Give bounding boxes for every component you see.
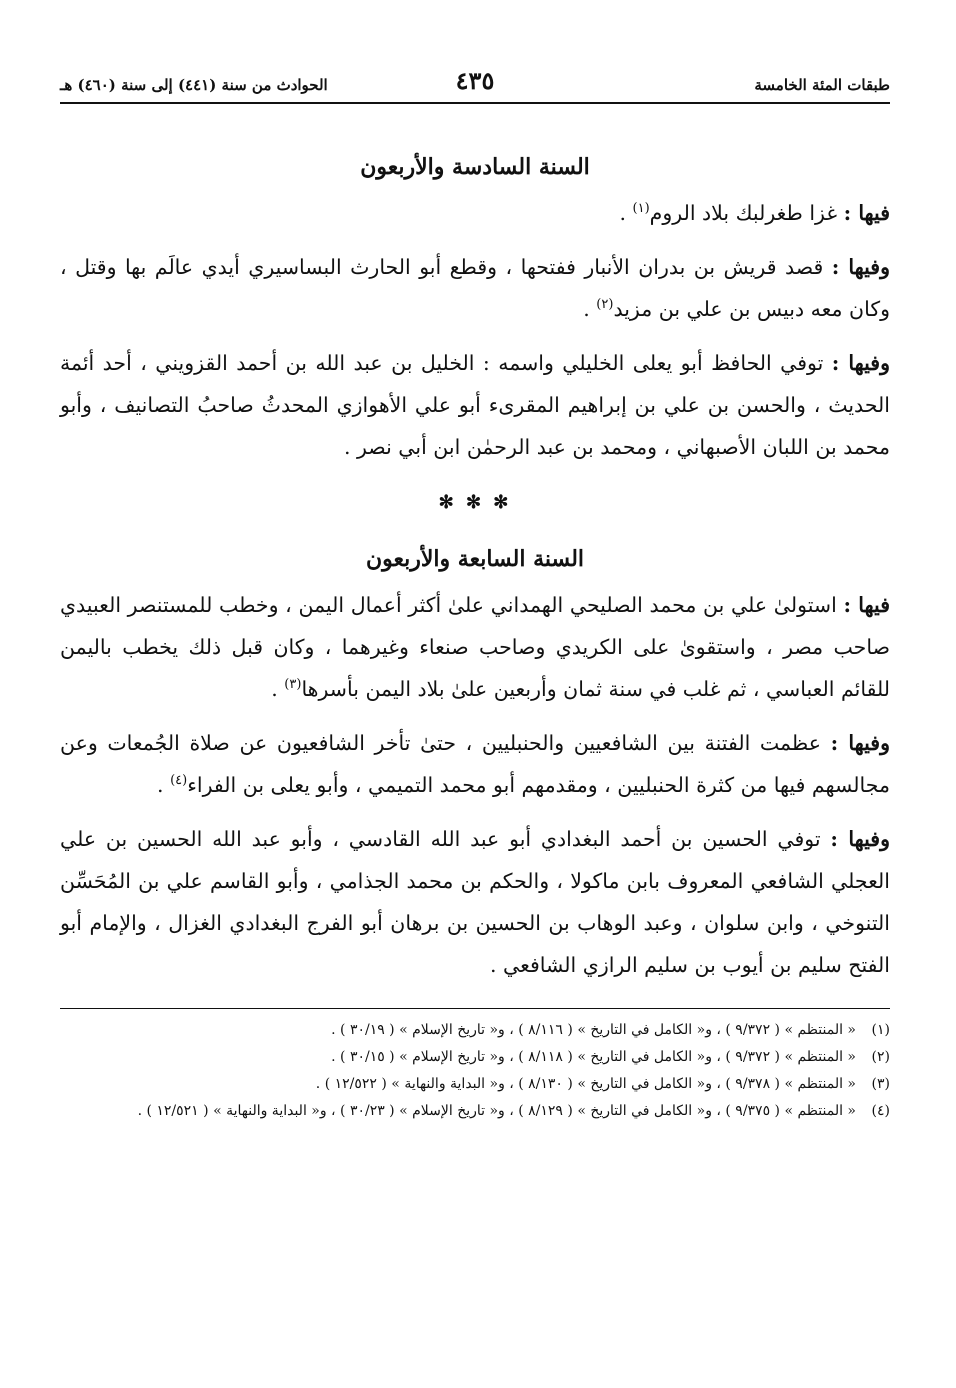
paragraph-text: توفي الحسين بن أحمد البغدادي أبو عبد الله القادسي ، وأبو عبد الله الحسين بن علي العجلي الشافعي المعروف بابن ماكولا ، والحكم بن محمد الجذامي ، وأبو القاسم علي بن المُحَسِّن التنوخي ، وابن سلوان ، وعبد الوهاب بن الحسين بن برهان أبو الفرج البغدادي الغزال ، والإمام أبو الفتح سليم بن أيوب بن سليم الرازي الشافعي . xyxy=(60,827,890,977)
book-page xyxy=(60,60,890,1360)
paragraph-46-1 xyxy=(60,192,890,234)
page-number: ٤٣٥ xyxy=(455,66,495,95)
paragraph-end: . xyxy=(583,297,597,321)
footnote-number: (٤) xyxy=(871,1103,890,1119)
footnote-item xyxy=(60,1098,890,1125)
paragraph-text: غزا طغرلبك بلاد الروم xyxy=(649,201,844,225)
footnote-reference[interactable]: (٣) xyxy=(284,677,302,693)
paragraph-end: . xyxy=(619,201,633,225)
paragraph-end: . xyxy=(157,773,171,797)
footnote-item xyxy=(60,1071,890,1098)
footnotes xyxy=(60,1017,890,1125)
paragraph-lead: وفيها : xyxy=(830,731,890,755)
paragraph-text: عظمت الفتنة بين الشافعيين والحنبليين ، حتىٰ تأخر الشافعيون عن صلاة الجُمعات وعن مجالسهم فيها من كثرة الحنبليين ، ومقدمهم أبو محمد التميمي ، وأبو يعلى بن الفراء xyxy=(60,731,890,797)
paragraph-47-2 xyxy=(60,722,890,806)
footnote-number: (٣) xyxy=(871,1076,890,1092)
header-book-title: طبقات المئة الخامسة xyxy=(754,76,890,94)
running-header xyxy=(60,60,890,104)
paragraph-text: استولىٰ علي بن محمد الصليحي الهمداني علىٰ أكثر أعمال اليمن ، وخطب للمستنصر العبيدي صاحب مصر ، واستقوىٰ على الكريدي وصاحب صنعاء وغيرهما ، وكان قبل ذلك يخطب باليمن للقائم العباسي ، ثم غلب في سنة ثمان وأربعين علىٰ بلاد اليمن بأسرها xyxy=(60,593,890,701)
section-title-year-47: السنة السابعة والأربعون xyxy=(365,546,585,572)
paragraph-47-1 xyxy=(60,584,890,710)
footnote-item xyxy=(60,1044,890,1071)
paragraph-47-3 xyxy=(60,818,890,986)
footnote-text: « المنتظم » ( ٩/٣٧٢ ) ، و« الكامل في التاريخ » ( ٨/١١٦ ) ، و« تاريخ الإسلام » ( ٣٠/١٩ ) . xyxy=(331,1022,856,1038)
footnote-reference[interactable]: (١) xyxy=(632,201,650,217)
footnote-text: « المنتظم » ( ٩/٣٧٢ ) ، و« الكامل في التاريخ » ( ٨/١١٨ ) ، و« تاريخ الإسلام » ( ٣٠/١٥ ) . xyxy=(331,1049,856,1065)
footnote-number: (٢) xyxy=(871,1049,890,1065)
paragraph-text: توفي الحافظ أبو يعلى الخليلي واسمه : الخليل بن عبد الله بن أحمد القزويني ، أحد أئمة الحديث ، والحسن بن علي بن إبراهيم المقرىء أبو علي الأهوازي المحدثُ صاحبُ التصانيف ، وأبو محمد بن اللبان الأصبهاني ، ومحمد بن عبد الرحمٰن ابن أبي نصر . xyxy=(60,351,890,459)
footnote-item xyxy=(60,1017,890,1044)
paragraph-lead: فيها : xyxy=(843,201,890,225)
paragraph-lead: وفيها : xyxy=(831,255,890,279)
footnote-text: « المنتظم » ( ٩/٣٧٨ ) ، و« الكامل في التاريخ » ( ٨/١٣٠ ) ، و« البداية والنهاية » ( ١٢/٥٢٢ ) . xyxy=(315,1076,856,1092)
footnote-reference[interactable]: (٢) xyxy=(596,297,614,313)
paragraph-text: قصد قريش بن بدران الأنبار ففتحها ، وقطع أبو الحارث البساسيري أيدي عالَم بها وقتل ، وكان معه دبيس بن علي بن مزيد xyxy=(60,255,890,321)
footnote-text: « المنتظم » ( ٩/٣٧٥ ) ، و« الكامل في التاريخ » ( ٨/١٢٩ ) ، و« تاريخ الإسلام » ( ٣٠/٢٣ ) ، و« البداية والنهاية » ( ١٢/٥٢١ ) . xyxy=(137,1103,856,1119)
footnote-number: (١) xyxy=(871,1022,890,1038)
header-chapter-range: الحوادث من سنة (٤٤١) إلى سنة (٤٦٠) هـ xyxy=(60,76,328,94)
paragraph-end: . xyxy=(271,677,285,701)
paragraph-lead: وفيها : xyxy=(831,351,890,375)
paragraph-lead: فيها : xyxy=(843,593,890,617)
paragraph-46-3 xyxy=(60,342,890,468)
section-title-year-46: السنة السادسة والأربعون xyxy=(360,154,590,180)
paragraph-lead: وفيها : xyxy=(830,827,890,851)
paragraph-46-2 xyxy=(60,246,890,330)
footnote-reference[interactable]: (٤) xyxy=(170,773,188,789)
section-separator: ✻ ✻ ✻ xyxy=(438,492,512,513)
